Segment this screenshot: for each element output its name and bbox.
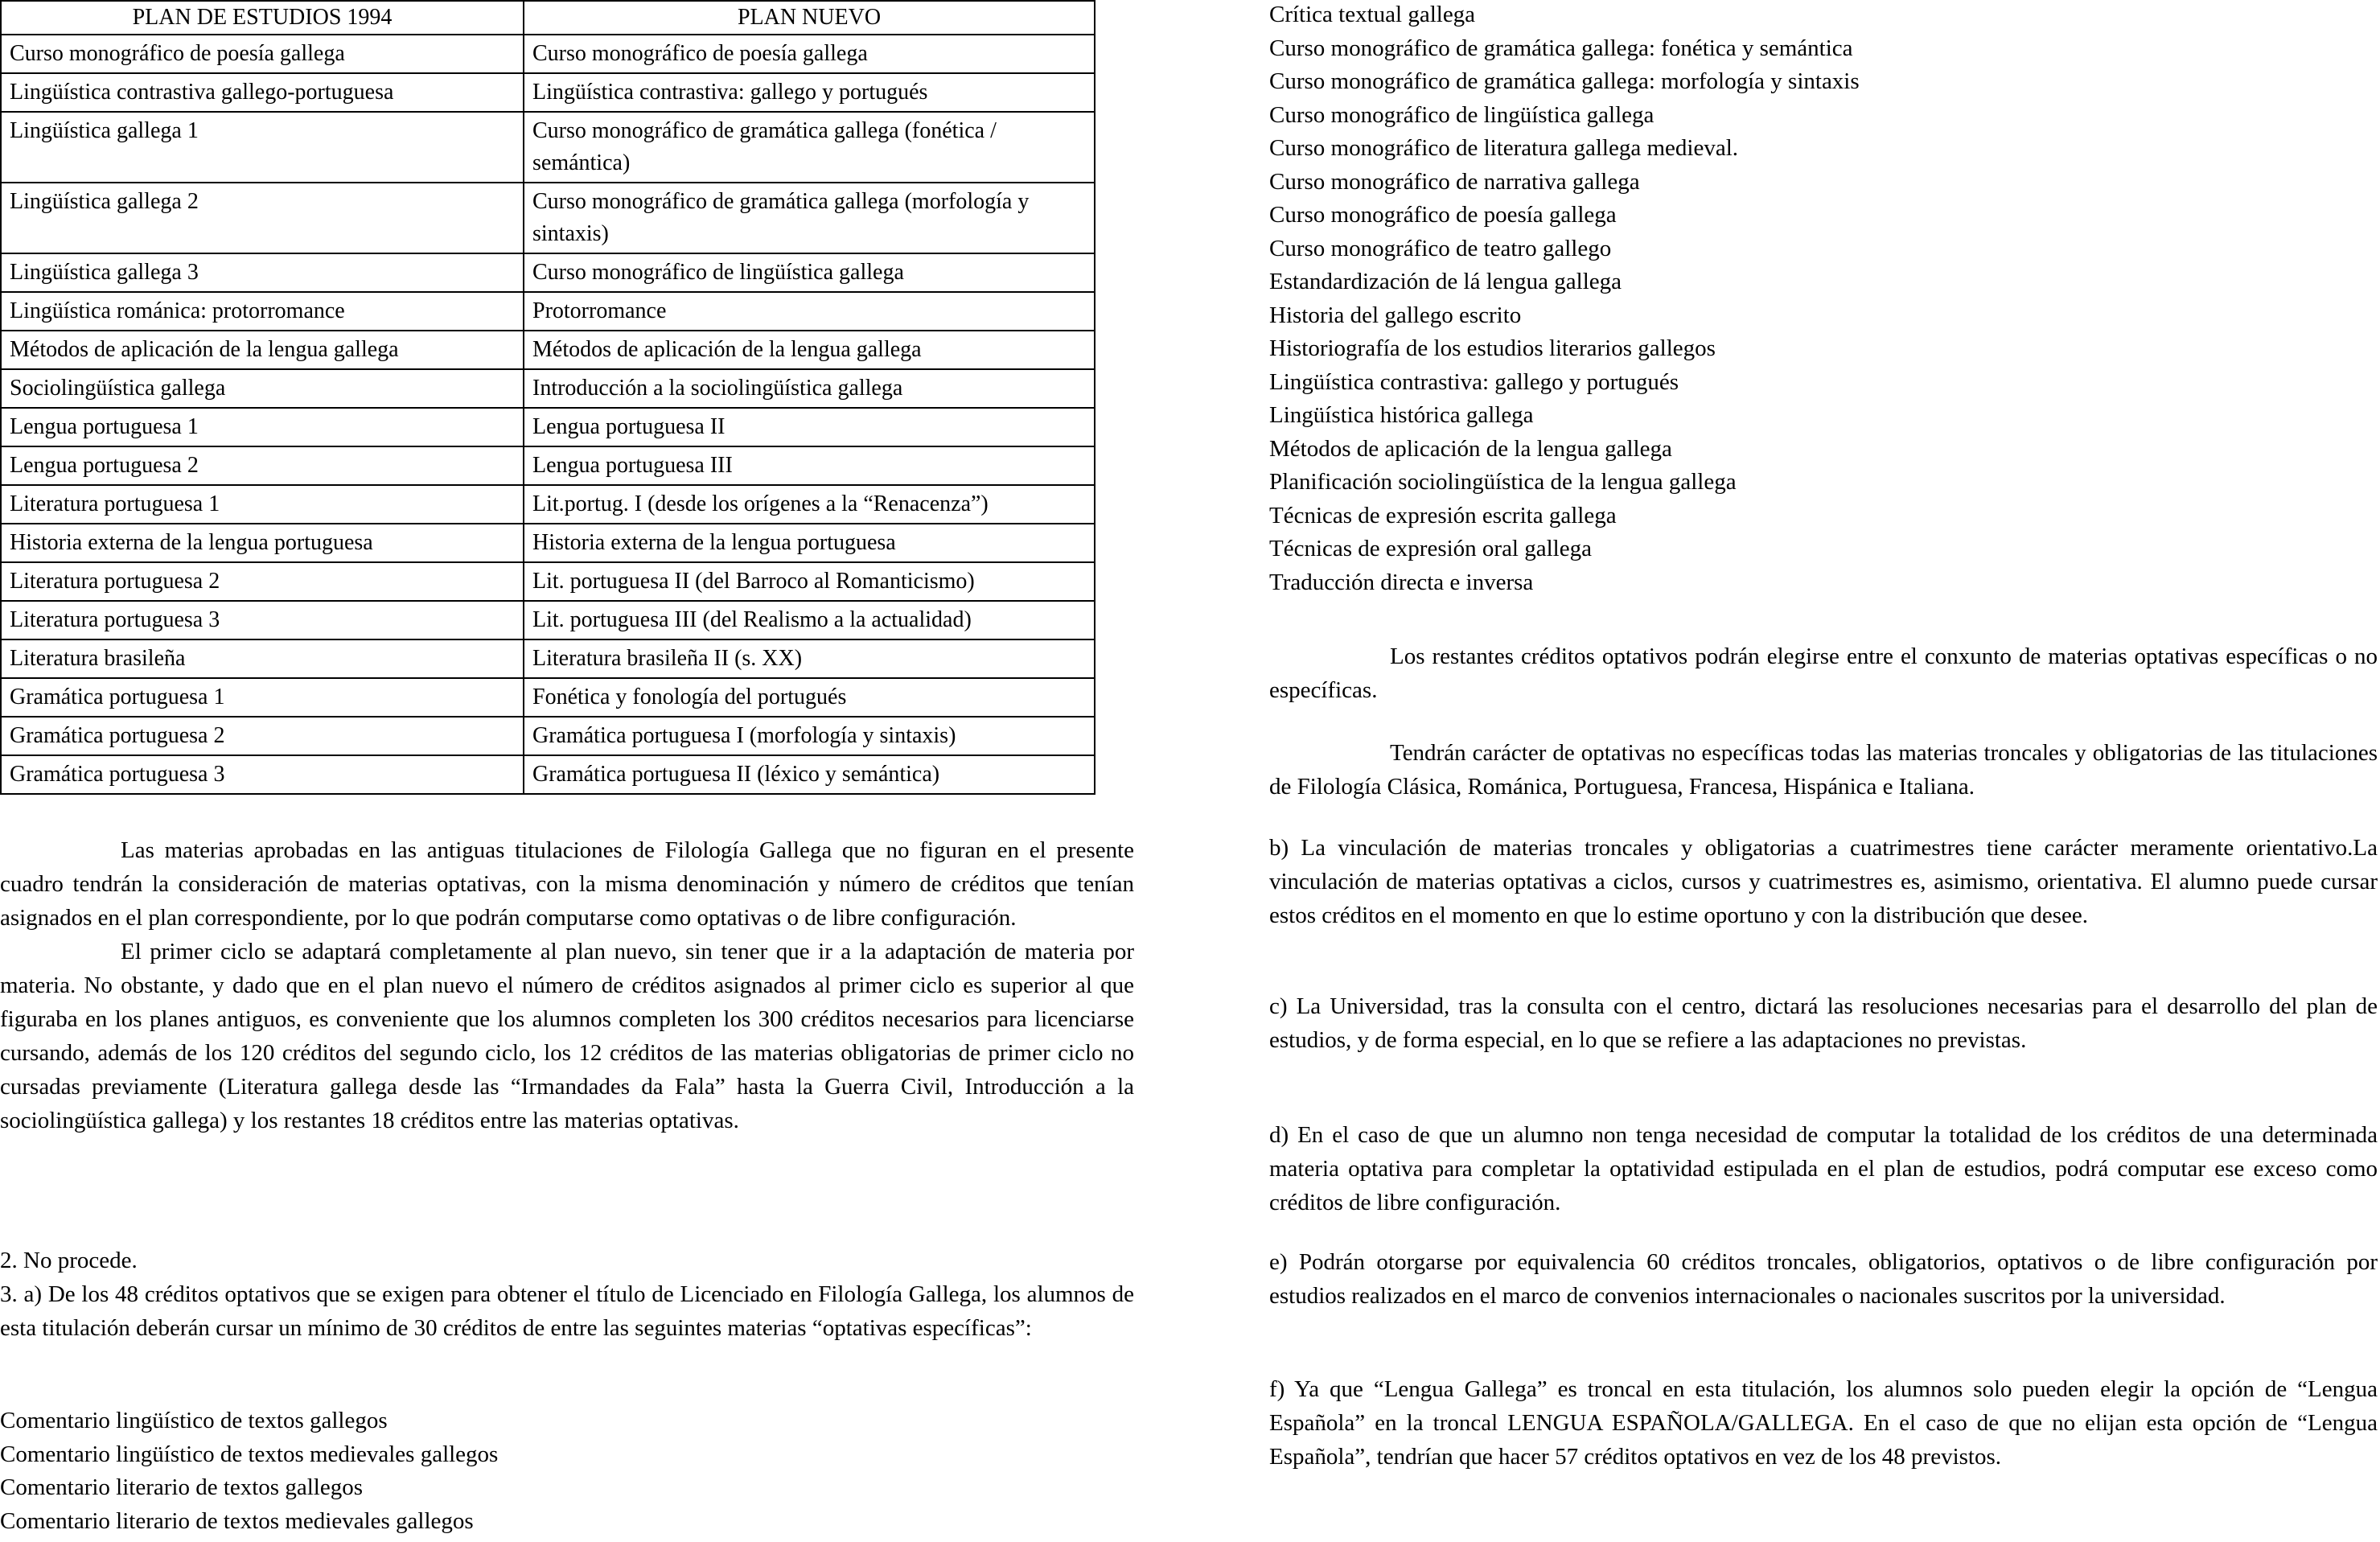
table-row <box>1 112 1095 183</box>
new-subject: Gramática portuguesa II (léxico y semántica) <box>524 755 1095 794</box>
list-item: Historiografía de los estudios literarios gallegos <box>1269 335 1716 361</box>
list-item: Métodos de aplicación de la lengua gallega <box>1269 435 1672 462</box>
list-item: Curso monográfico de poesía gallega <box>1269 202 1617 228</box>
old-subject: Curso monográfico de poesía gallega <box>1 35 524 73</box>
old-subject: Gramática portuguesa 3 <box>1 755 524 794</box>
new-subject: Protorromance <box>524 292 1095 331</box>
table-header-row <box>1 1 1095 35</box>
paragraph-restantes-creditos: Los restantes créditos optativos podrán elegirse entre el conxunto de materias optativas específicas o no específicas. <box>1269 644 2378 703</box>
optativas-list-start <box>0 1404 1134 1538</box>
equivalence-table <box>0 0 1095 795</box>
table-row <box>1 755 1095 794</box>
table-row <box>1 331 1095 369</box>
old-subject: Gramática portuguesa 2 <box>1 717 524 755</box>
new-subject: Curso monográfico de gramática gallega (morfología y sintaxis) <box>524 183 1095 253</box>
new-subject: Curso monográfico de gramática gallega (fonética / semántica) <box>524 112 1095 183</box>
paragraph-c: c) La Universidad, tras la consulta con el centro, dictará las resoluciones necesarias para el desarrollo del plan de estudios, y de forma especial, en lo que se refiere a las adaptaciones no previstas. <box>1269 993 2378 1053</box>
paragraph-primer-ciclo: El primer ciclo se adaptará completamente al plan nuevo, sin tener que ir a la adaptación de materia por materia. No obstante, y dado que en el plan nuevo el número de créditos asignados al primer ciclo es superior al que figuraba en los planes antiguos, es conveniente que los alumnos completen los 300 créditos necesarios para licenciarse cursando, además de los 120 créditos del segundo ciclo, los 12 créditos de las materias obligatorias de primer ciclo no cursadas previamente (Literatura gallega desde las “Irmandades da Fala” hasta la Guerra Civil, Introducción a la sociolingüística gallega) y los restantes 18 créditos entre las materias optativas. <box>0 939 1134 1133</box>
new-subject: Lengua portuguesa II <box>524 408 1095 446</box>
new-subject: Introducción a la sociolingüística gallega <box>524 369 1095 408</box>
table-row <box>1 35 1095 73</box>
list-item: Comentario lingüístico de textos medievales gallegos <box>0 1441 499 1467</box>
list-item: Curso monográfico de lingüística gallega <box>1269 101 1654 128</box>
header-old-plan: PLAN DE ESTUDIOS 1994 <box>1 1 524 35</box>
table-row <box>1 524 1095 562</box>
list-item: Curso monográfico de teatro gallego <box>1269 235 1612 261</box>
table-row <box>1 183 1095 253</box>
table-row <box>1 369 1095 408</box>
new-subject: Lit. portuguesa III (del Realismo a la actualidad) <box>524 601 1095 639</box>
new-subject: Curso monográfico de lingüística gallega <box>524 253 1095 292</box>
list-item: Traducción directa e inversa <box>1269 569 1534 595</box>
table-row <box>1 717 1095 755</box>
new-subject: Historia externa de la lengua portuguesa <box>524 524 1095 562</box>
table-row <box>1 73 1095 112</box>
table-row <box>1 408 1095 446</box>
old-subject: Lingüística gallega 1 <box>1 112 524 183</box>
list-item: Estandardización de lá lengua gallega <box>1269 269 1622 294</box>
old-subject: Gramática portuguesa 1 <box>1 678 524 717</box>
left-numbered <box>0 1244 1134 1345</box>
paragraph-optativas-equivalence: Las materias aprobadas en las antiguas titulaciones de Filología Gallega que no figuran en el presente cuadro tendrán la consideración de materias optativas, con la misma denominación y número de créditos que tenían asignados en el plan correspondiente, por lo que podrán computarse como optativas o de libre configuración. <box>0 837 1134 931</box>
old-subject: Literatura portuguesa 3 <box>1 601 524 639</box>
old-subject: Lengua portuguesa 1 <box>1 408 524 446</box>
old-subject: Lengua portuguesa 2 <box>1 446 524 485</box>
list-item: Lingüística histórica gallega <box>1269 402 1534 428</box>
paragraph-creditos-optativos: 3. a) De los 48 créditos optativos que se exigen para obtener el título de Licenciado en Filología Gallega, los alumnos de esta titulación deberán cursar un mínimo de 30 créditos de entre las seguintes materias “optativas específicas”: <box>0 1281 1134 1341</box>
new-subject: Métodos de aplicación de la lengua gallega <box>524 331 1095 369</box>
list-item: Técnicas de expresión oral gallega <box>1269 536 1592 561</box>
old-subject: Métodos de aplicación de la lengua gallega <box>1 331 524 369</box>
paragraph-f: f) Ya que “Lengua Gallega” es troncal en esta titulación, los alumnos solo pueden elegir la opción de “Lengua Española” en la troncal LENGUA ESPAÑOLA/GALLEGA. En el caso de que no elijan esta opción de “Lengua Española”, tendrían que hacer 57 créditos optativos en vez de los 48 previstos. <box>1269 1376 2378 1470</box>
table-row <box>1 253 1095 292</box>
new-subject: Curso monográfico de poesía gallega <box>524 35 1095 73</box>
table-row <box>1 485 1095 524</box>
optativas-list-continued <box>1269 0 2378 599</box>
new-subject: Lit. portuguesa II (del Barroco al Romanticismo) <box>524 562 1095 601</box>
old-subject: Lingüística gallega 2 <box>1 183 524 253</box>
old-subject: Literatura portuguesa 1 <box>1 485 524 524</box>
left-column <box>0 0 1134 1534</box>
list-item: Curso monográfico de gramática gallega: morfología y sintaxis <box>1269 68 1860 94</box>
new-subject: Literatura brasileña II (s. XX) <box>524 639 1095 678</box>
list-item: Comentario lingüístico de textos gallegos <box>0 1408 388 1433</box>
table-row <box>1 446 1095 485</box>
paragraph-no-procede: 2. No procede. <box>0 1248 138 1273</box>
paragraph-e: e) Podrán otorgarse por equivalencia 60 créditos troncales, obligatorios, optativos o de libre configuración por estudios realizados en el marco de convenios internacionales o nacionales suscritos por la universidad. <box>1269 1249 2378 1309</box>
table-row <box>1 678 1095 717</box>
table-row <box>1 639 1095 678</box>
new-subject: Lengua portuguesa III <box>524 446 1095 485</box>
left-paragraphs <box>0 833 1134 1137</box>
old-subject: Literatura brasileña <box>1 639 524 678</box>
paragraph-d: d) En el caso de que un alumno non tenga necesidad de computar la totalidad de los créditos de una determinada materia optativa para completar la optatividad estipulada en el plan de estudios, podrá computar ese exceso como créditos de libre configuración. <box>1269 1122 2378 1215</box>
list-item: Planificación sociolingüística de la lengua gallega <box>1269 469 1737 495</box>
table-row <box>1 562 1095 601</box>
list-item: Curso monográfico de narrativa gallega <box>1269 168 1640 195</box>
old-subject: Sociolingüística gallega <box>1 369 524 408</box>
new-subject: Lit.portug. I (desde los orígenes a la “Renacenza”) <box>524 485 1095 524</box>
table-row <box>1 292 1095 331</box>
list-item: Historia del gallego escrito <box>1269 302 1522 328</box>
new-subject: Gramática portuguesa I (morfología y sintaxis) <box>524 717 1095 755</box>
list-item: Curso monográfico de literatura gallega medieval. <box>1269 135 1739 161</box>
paragraph-b: b) La vinculación de materias troncales y obligatorias a cuatrimestres tiene carácter meramente orientativo.La vinculación de materias optativas a ciclos, cursos y cuatrimestres es, asimismo, orientativa. El alumno puede cursar estos créditos en el momento en que lo estime oportuno y con la distribución que desee. <box>1269 835 2378 928</box>
list-item: Crítica textual gallega <box>1269 2 1476 27</box>
old-subject: Lingüística románica: protorromance <box>1 292 524 331</box>
list-item: Técnicas de expresión escrita gallega <box>1269 502 1617 528</box>
old-subject: Literatura portuguesa 2 <box>1 562 524 601</box>
new-subject: Fonética y fonología del portugués <box>524 678 1095 717</box>
list-item: Curso monográfico de gramática gallega: fonética y semántica <box>1269 35 1853 61</box>
header-new-plan: PLAN NUEVO <box>524 1 1095 35</box>
paragraph-optativas-no-especificas: Tendrán carácter de optativas no específicas todas las materias troncales y obligatorias de las titulaciones de Filología Clásica, Románica, Portuguesa, Francesa, Hispánica e Italiana. <box>1269 740 2378 800</box>
old-subject: Lingüística contrastiva gallego-portuguesa <box>1 73 524 112</box>
table-row <box>1 601 1095 639</box>
list-item: Comentario literario de textos gallegos <box>0 1474 363 1500</box>
new-subject: Lingüística contrastiva: gallego y portugués <box>524 73 1095 112</box>
old-subject: Lingüística gallega 3 <box>1 253 524 292</box>
list-item: Comentario literario de textos medievales gallegos <box>0 1507 474 1534</box>
old-subject: Historia externa de la lengua portuguesa <box>1 524 524 562</box>
list-item: Lingüística contrastiva: gallego y portugués <box>1269 368 1679 395</box>
